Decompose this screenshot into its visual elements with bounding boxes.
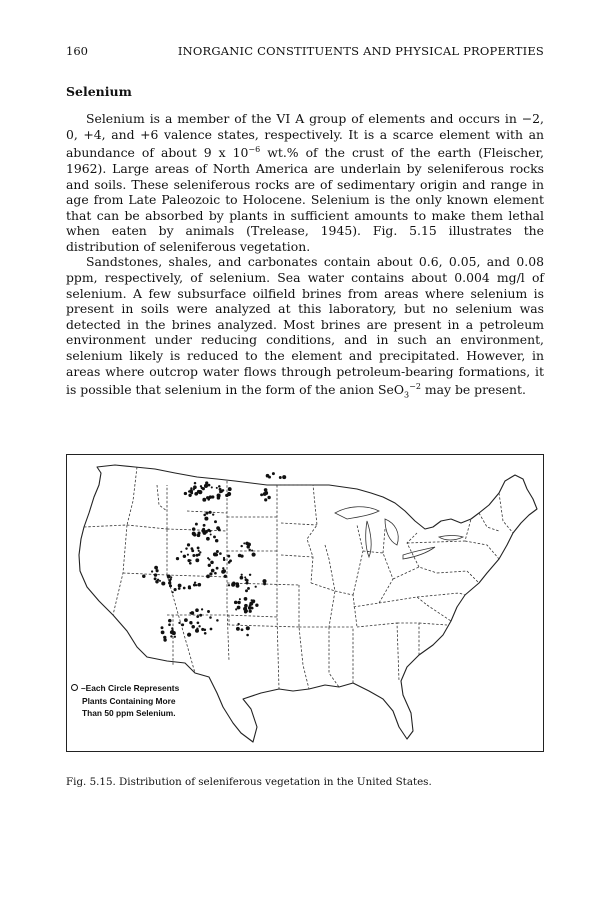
selenium-plant-dot [223,558,226,561]
map-legend: –Each Circle Represents Plants Containing More Than 50 ppm Selenium. [71,682,179,720]
selenium-plant-dot [194,482,197,485]
selenium-plant-dot [212,513,214,515]
selenium-plant-dot [251,599,253,601]
page-number: 160 [66,44,88,58]
selenium-plant-dot [154,566,158,570]
selenium-plant-dot [255,586,257,588]
selenium-plant-dot [189,559,191,561]
section-title: Selenium [66,84,132,99]
subscript: 3 [404,390,410,400]
selenium-plant-dot [282,475,286,479]
selenium-plant-dot [190,622,192,624]
selenium-plant-dot [210,561,214,565]
selenium-plant-dot [204,484,208,488]
selenium-plant-dot [246,579,249,582]
selenium-plant-dot [189,612,191,614]
selenium-plant-dot [210,534,212,536]
selenium-plant-dot [214,572,217,575]
selenium-plant-dot [161,581,165,585]
selenium-plant-dot [168,619,172,623]
selenium-plant-dot [272,472,275,475]
selenium-plant-dot [203,524,206,527]
selenium-plant-dot [170,576,172,578]
selenium-plant-dot [203,514,206,517]
selenium-plant-dot [235,582,239,586]
selenium-plant-dot [178,584,182,588]
selenium-plant-dot [279,476,282,479]
selenium-plant-dot [196,628,198,630]
selenium-plant-dot [183,587,186,590]
selenium-plant-dot [248,549,250,551]
selenium-plant-dot [260,493,263,496]
selenium-plant-dot [193,485,197,489]
circle-symbol-icon [71,684,78,691]
selenium-plant-dot [219,552,222,555]
selenium-plant-dot [191,549,194,552]
selenium-plant-dot [252,553,256,557]
selenium-plant-dot [228,487,232,491]
selenium-plant-dot [251,607,253,609]
lake-huron [385,519,398,545]
selenium-plant-dot [209,511,212,514]
selenium-plant-dot [174,636,176,638]
selenium-plant-dot [216,487,218,489]
selenium-plant-dot [237,601,240,604]
selenium-plant-dot [184,492,187,495]
selenium-plant-dot [191,625,195,629]
selenium-plant-dot [206,575,210,579]
selenium-plant-dot [220,490,223,493]
selenium-plant-dot [168,581,171,584]
selenium-plant-dot [209,530,211,532]
selenium-plant-dot [174,588,177,591]
selenium-plant-dot [197,621,200,624]
lake-ontario [439,536,463,541]
selenium-plant-dot [248,607,251,610]
figure-caption: Fig. 5.15. Distribution of seleniferous vegetation in the United States. [66,776,432,788]
selenium-plant-dot [204,632,207,635]
selenium-plant-dot [201,529,205,533]
selenium-plant-dot [183,555,186,558]
selenium-plant-dot [246,545,249,548]
selenium-plant-dot [237,606,241,610]
selenium-plant-dot [201,487,204,490]
selenium-plant-dot [205,512,208,515]
selenium-plant-dot [185,547,187,549]
body-text [66,111,544,403]
selenium-plant-dot [206,537,210,541]
selenium-plant-dot [196,615,199,618]
selenium-plant-dot [267,496,270,499]
selenium-plant-dot [195,558,199,562]
selenium-plant-dot [187,543,190,546]
selenium-plant-dot [240,576,244,580]
selenium-plant-dot [142,575,145,578]
selenium-plant-dot [247,587,250,590]
selenium-plant-dot [208,498,210,500]
selenium-plant-dot [197,490,201,494]
selenium-plant-dot [197,534,201,538]
selenium-plant-dot [151,570,153,572]
selenium-plant-dot [264,498,267,501]
selenium-plant-dot [246,582,249,585]
selenium-plant-dot [195,608,199,612]
selenium-plant-dot [216,550,219,553]
selenium-plant-dot [187,633,191,637]
selenium-plant-dot [244,597,248,601]
selenium-plant-dot [176,557,179,560]
selenium-plant-dot [241,574,243,576]
selenium-plant-dot [197,546,200,549]
selenium-plant-dot [199,551,201,553]
selenium-plant-dot [246,626,250,630]
selenium-plant-dot [239,598,241,600]
selenium-plant-dot [159,580,161,582]
selenium-plant-dot [215,553,218,556]
selenium-plant-dot [192,554,195,557]
selenium-plant-dot [237,623,239,625]
selenium-plant-dot [172,591,174,593]
selenium-plant-dot [190,487,192,489]
selenium-plant-dot [154,573,157,576]
selenium-plant-dot [178,622,180,624]
selenium-plant-dot [255,604,258,607]
selenium-plant-dot [228,584,230,586]
selenium-plant-dot [195,523,198,526]
selenium-plant-dot [208,564,211,567]
selenium-plant-dot [221,570,225,574]
selenium-plant-dot [245,542,249,546]
selenium-plant-dot [224,575,227,578]
selenium-plant-dot [245,589,248,592]
selenium-plant-dot [193,533,197,537]
selenium-plant-dot [210,628,213,631]
selenium-plant-dot [237,628,239,630]
selenium-plant-dot [169,584,172,587]
selenium-plant-dot [155,580,158,583]
lake-erie [403,547,435,559]
selenium-plant-dot [204,517,208,521]
lake-superior [335,507,379,519]
selenium-plant-dot [202,498,206,502]
selenium-plant-dot [168,623,171,626]
selenium-plant-dot [161,631,165,635]
selenium-plant-dot [222,567,224,569]
paragraph-2: Sandstones, shales, and carbonates contain about 0.6, 0.05, and 0.08 ppm, respectively, of selenium. Sea water contains about 0.004 mg/l of selenium. A few subsurface oilfield brines from areas where selenium is present in soils were analyzed at this laboratory, but no selenium was detected in the brines analyzed. Most brines are present in a petroleum environment under reducing conditions, and in such an environment, selenium likely is reduced to the element and precipitated. However, in areas where outcrop water flows through petroleum-bearing formations, it is possible that selenium in the form of the anion SeO$_3^{-2}$ may be present. [66,254,544,400]
selenium-plant-dot [241,628,244,631]
selenium-plant-dot [244,576,246,578]
selenium-plant-dot [171,629,173,631]
selenium-plant-dot [201,628,204,631]
selenium-plant-dot [180,551,182,553]
selenium-plant-dot [156,569,159,572]
selenium-plant-dot [262,579,266,583]
selenium-plant-dot [209,495,213,499]
selenium-plant-dot [201,608,203,610]
selenium-plant-dot [217,496,221,500]
selenium-plant-dot [243,542,245,544]
selenium-plant-dot [211,486,213,488]
paragraph-1: Selenium is a member of the VI A group of elements and occurs in −2, 0, +4, and +6 valence states, respectively. It is a scarce element with an abundance of about 9 x $10^{-6}$ wt.% of the crust of the earth (Fleischer, 1962). Large areas of North America are underlain by seleniferous rocks and soils. These seleniferous rocks are of sedimentary origin and range in age from Late Paleozoic to Holocene. Selenium is the only known element that can be absorbed by plants in sufficient amounts to make them lethal when eaten by animals (Trelease, 1945). Fig. 5.15 illustrates the distribution of seleniferous vegetation. [66,111,544,254]
selenium-plant-dot [227,555,230,558]
selenium-plant-dot [214,520,217,523]
selenium-plant-dot [215,539,218,542]
selenium-plant-dot [245,609,248,612]
selenium-plant-dot [209,572,212,575]
selenium-plant-dot [211,569,215,573]
selenium-plant-dot [189,562,192,565]
selenium-plant-dot [161,626,164,629]
selenium-plant-dot [216,567,219,570]
selenium-plant-dot [234,601,238,605]
selenium-plant-dot [232,582,235,585]
selenium-plant-dot [249,602,253,606]
selenium-plant-dot [263,492,267,496]
selenium-plant-dot [198,550,200,552]
selenium-plant-dot [216,526,220,530]
selenium-plant-dot [163,638,166,641]
selenium-plant-dot [195,584,197,586]
selenium-plant-dot [187,554,189,556]
selenium-plant-dot [240,545,242,547]
selenium-plant-dot [266,474,270,478]
selenium-plant-dot [207,557,209,559]
selenium-plant-dot [249,610,252,613]
selenium-plant-dot [218,485,221,488]
selenium-plant-dot [228,561,231,564]
selenium-plant-dot [216,619,219,622]
selenium-plant-dot [192,527,196,531]
selenium-plant-dot [207,610,210,613]
seleniferous-dots [142,472,286,642]
selenium-plant-dot [245,604,247,606]
selenium-plant-dot [251,550,253,552]
exponent: −6 [248,145,261,155]
selenium-plant-dot [238,554,242,558]
superscript: −2 [409,382,421,392]
selenium-plant-dot [246,634,249,637]
selenium-plant-dot [198,625,200,627]
selenium-plant-dot [189,587,191,589]
selenium-plant-dot [170,635,172,637]
selenium-plant-dot [249,574,251,576]
selenium-plant-dot [191,492,194,495]
selenium-plant-dot [198,553,201,556]
selenium-plant-dot [199,614,202,617]
running-title: INORGANIC CONSTITUENTS AND PHYSICAL PROPERTIES [177,44,544,58]
selenium-plant-dot [194,581,196,583]
selenium-plant-dot [154,577,157,580]
selenium-plant-dot [213,535,216,538]
selenium-plant-dot [235,608,237,610]
selenium-plant-dot [181,623,184,626]
selenium-plant-dot [169,579,172,582]
selenium-plant-dot [209,616,212,619]
selenium-plant-dot [184,618,188,622]
selenium-plant-dot [197,583,201,587]
figure-box [66,454,544,752]
selenium-plant-dot [167,574,171,578]
selenium-plant-dot [178,587,181,590]
selenium-plant-dot [226,494,229,497]
